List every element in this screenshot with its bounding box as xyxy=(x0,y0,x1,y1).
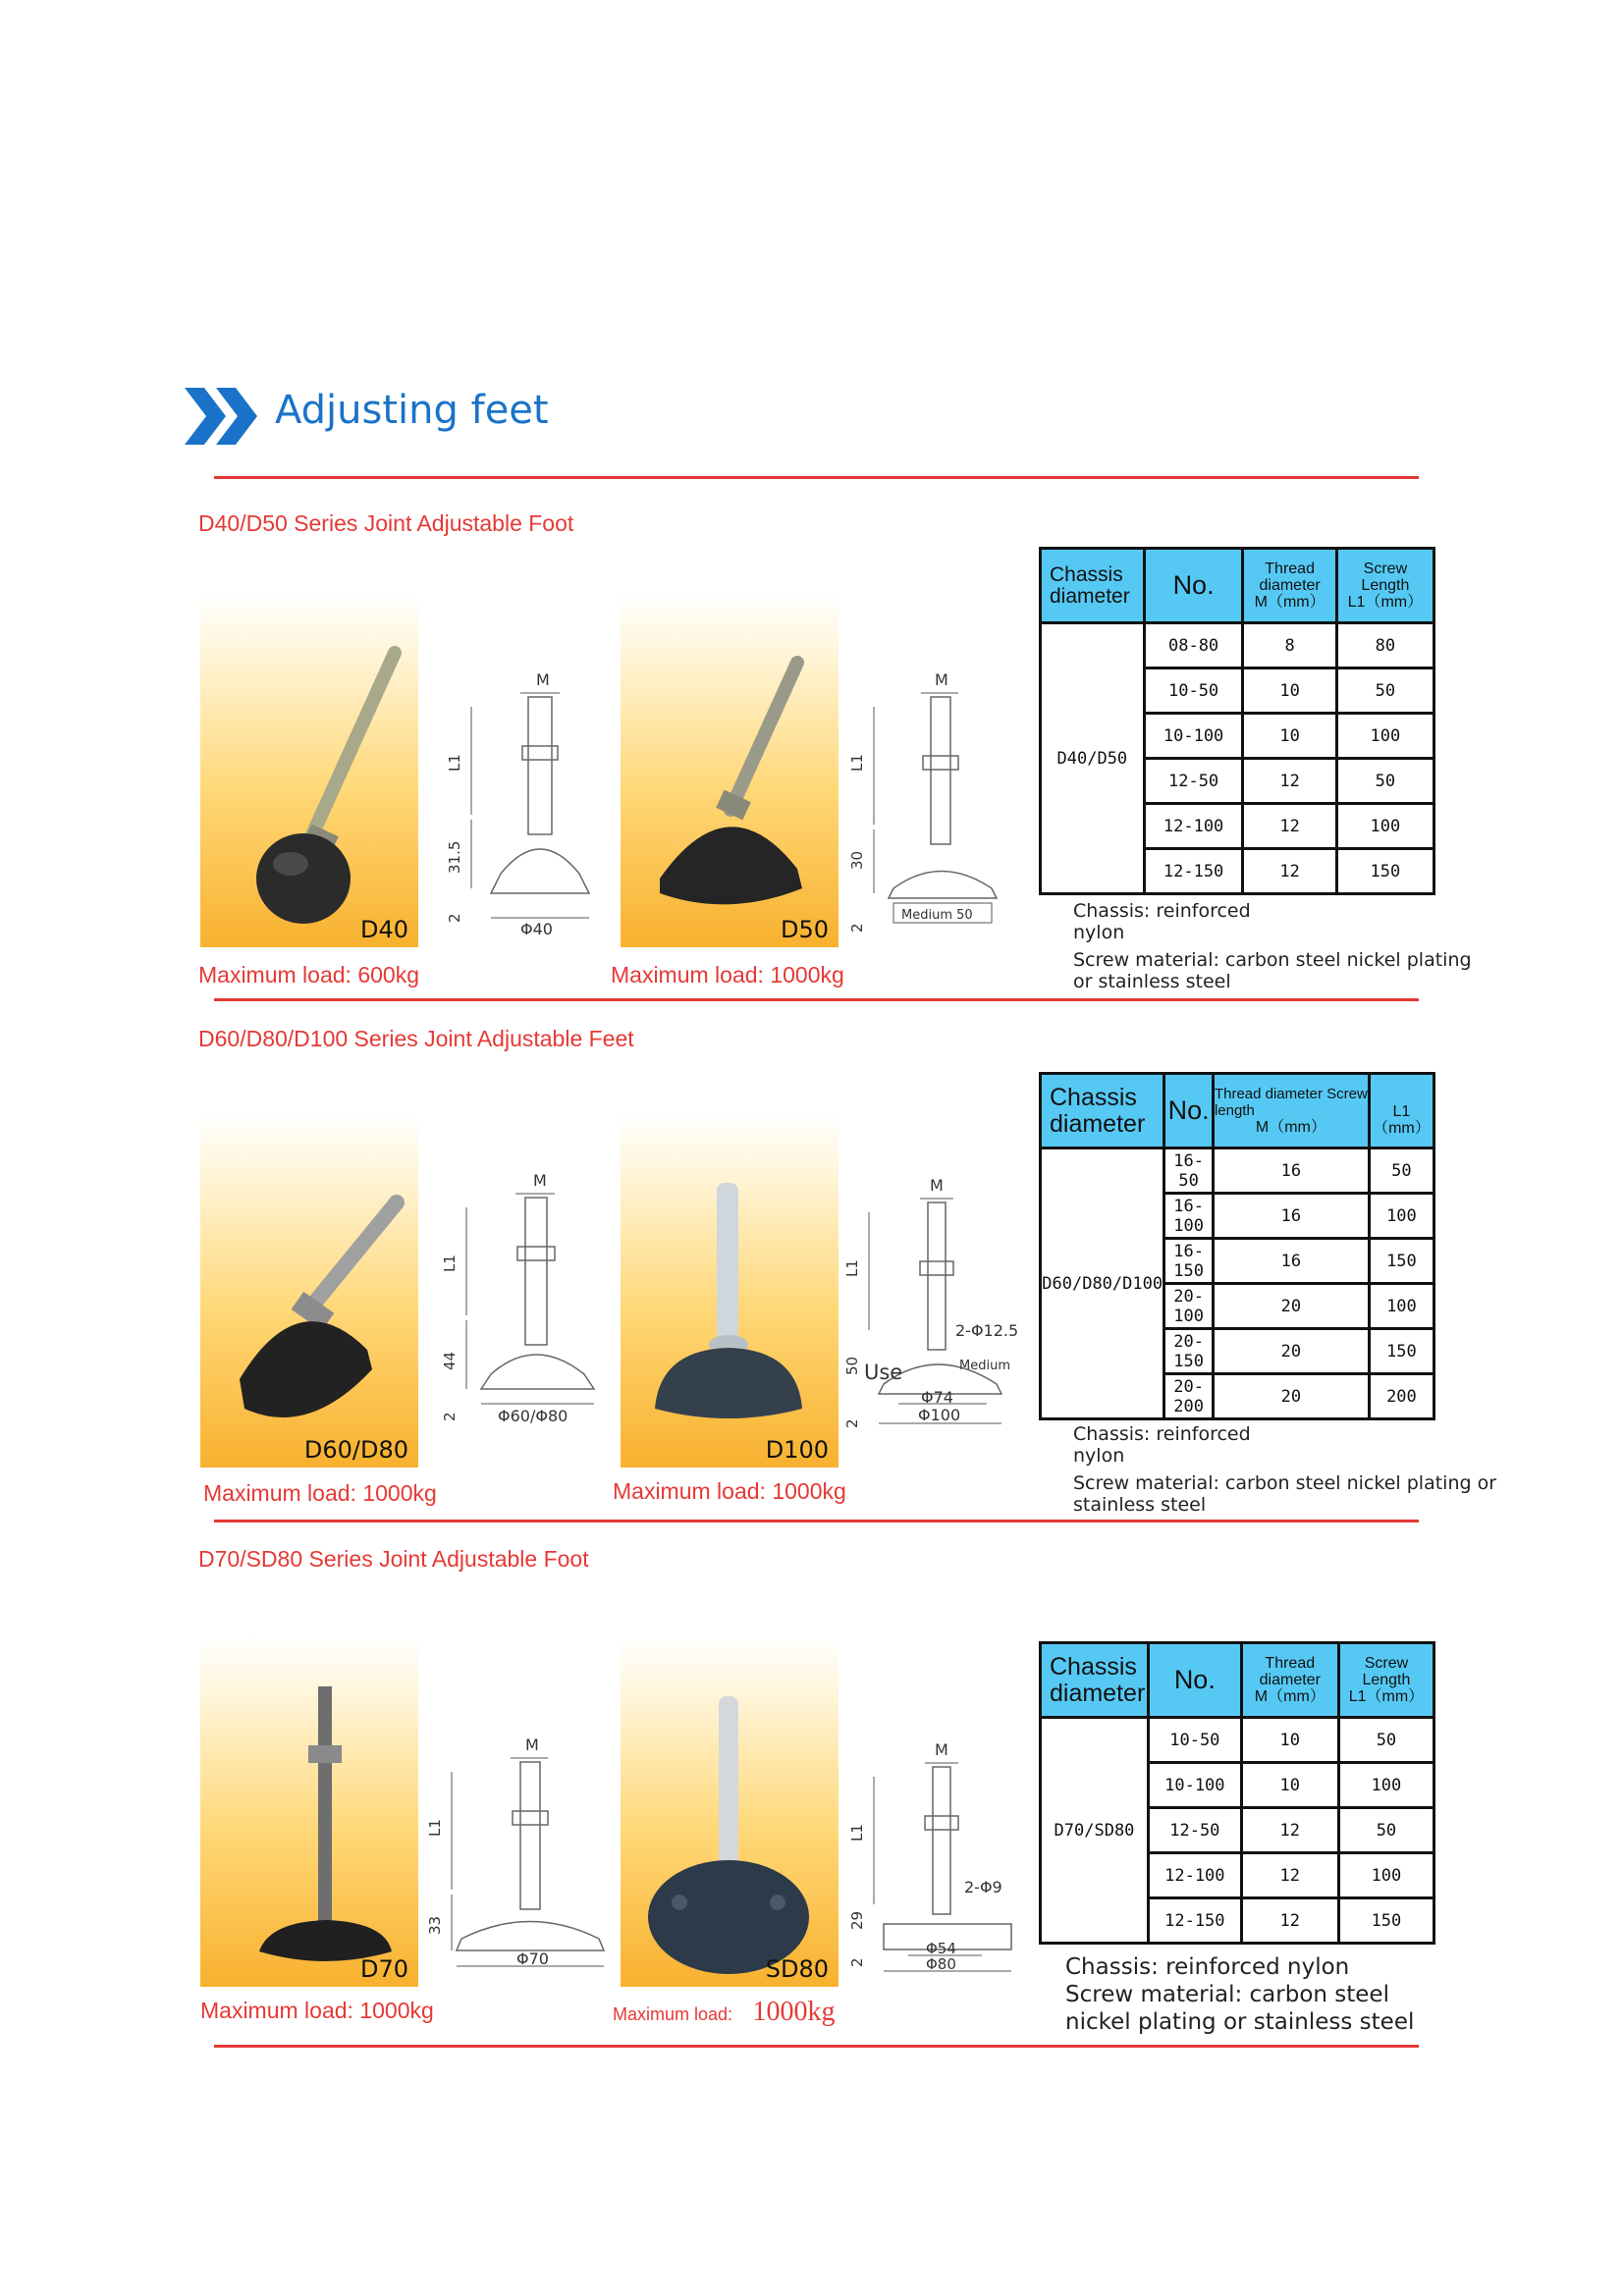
table-cell: 16 xyxy=(1213,1194,1369,1239)
svg-text:Φ74: Φ74 xyxy=(921,1388,953,1407)
table-cell: 12 xyxy=(1243,849,1336,894)
svg-text:Use: Use xyxy=(864,1361,903,1384)
col-header-no: No. xyxy=(1164,1074,1214,1148)
material-note: Chassis: reinforced nylon Screw material: carbon steel nickel plating or stainless steel xyxy=(1073,1423,1497,1516)
svg-text:29: 29 xyxy=(848,1910,866,1930)
material-note: Chassis: reinforced nylon Screw material: carbon steel nickel plating or stainless steel xyxy=(1073,900,1472,992)
adjusting-foot-illustration xyxy=(621,594,839,947)
svg-text:L1: L1 xyxy=(848,754,866,772)
section-title: D60/D80/D100 Series Joint Adjustable Feet xyxy=(198,1026,634,1051)
svg-text:50: 50 xyxy=(843,1356,861,1375)
product-photo-d50 xyxy=(621,594,839,947)
table-cell: 100 xyxy=(1336,804,1434,849)
table-cell: 10-100 xyxy=(1148,1763,1241,1808)
table-cell: 12 xyxy=(1241,1808,1338,1853)
col-header-thread: Thread diameter Screw length M（mm） xyxy=(1213,1074,1369,1148)
table-cell: 10-50 xyxy=(1148,1718,1241,1763)
table-cell: 12 xyxy=(1241,1898,1338,1944)
col-header-screw: L1（mm） xyxy=(1369,1074,1434,1148)
adjusting-foot-illustration xyxy=(200,1114,418,1468)
table-cell: 50 xyxy=(1338,1808,1434,1853)
svg-text:44: 44 xyxy=(441,1351,459,1370)
table-cell: 80 xyxy=(1336,623,1434,668)
table-cell: 16-50 xyxy=(1164,1148,1214,1194)
product-photo-d70 xyxy=(200,1637,418,1987)
divider xyxy=(214,998,1419,1001)
svg-text:Φ60/Φ80: Φ60/Φ80 xyxy=(498,1407,568,1425)
svg-text:31.5: 31.5 xyxy=(446,840,463,874)
table-cell: 10 xyxy=(1243,668,1336,714)
table-cell: 12-50 xyxy=(1144,759,1243,804)
svg-text:L1: L1 xyxy=(446,754,463,772)
table-cell: 12 xyxy=(1243,804,1336,849)
table-cell: 10-100 xyxy=(1144,714,1243,759)
table-cell: 50 xyxy=(1369,1148,1434,1194)
svg-text:L1: L1 xyxy=(848,1824,866,1842)
product-photo-d100 xyxy=(621,1114,839,1468)
model-label: D60/D80 xyxy=(303,1436,408,1464)
model-label: D50 xyxy=(780,916,829,943)
table-cell: 12-50 xyxy=(1148,1808,1241,1853)
technical-drawing-sd80 xyxy=(844,1737,1021,1983)
col-header-thread: Thread diameter M（mm） xyxy=(1241,1643,1338,1718)
max-load-label: Maximum load: 1000kg xyxy=(613,1478,846,1504)
col-header-chassis: Chassis diameter xyxy=(1041,549,1145,623)
chassis-cell: D40/D50 xyxy=(1041,623,1145,894)
col-header-thread: Thread diameter M（mm） xyxy=(1243,549,1336,623)
table-cell: 16 xyxy=(1213,1148,1369,1194)
table-cell: 12-100 xyxy=(1148,1853,1241,1898)
svg-text:M: M xyxy=(525,1735,539,1754)
table-cell: 10 xyxy=(1243,714,1336,759)
table-cell: 50 xyxy=(1336,759,1434,804)
svg-text:M: M xyxy=(930,1176,944,1195)
technical-drawing-d50 xyxy=(844,667,1011,942)
svg-text:Φ54: Φ54 xyxy=(926,1940,956,1957)
product-photo-d60-d80 xyxy=(200,1114,418,1468)
svg-text:Φ100: Φ100 xyxy=(918,1406,961,1424)
svg-text:2-Φ9: 2-Φ9 xyxy=(964,1878,1002,1896)
col-header-no: No. xyxy=(1148,1643,1241,1718)
table-cell: 12-150 xyxy=(1144,849,1243,894)
svg-text:2: 2 xyxy=(446,913,463,923)
table-cell: 50 xyxy=(1338,1718,1434,1763)
svg-text:Medium: Medium xyxy=(959,1359,1010,1373)
svg-text:30: 30 xyxy=(848,850,866,870)
max-load-label: Maximum load: 1000kg xyxy=(611,962,844,988)
col-header-chassis: Chassis diameter xyxy=(1041,1074,1164,1148)
table-cell: 100 xyxy=(1338,1763,1434,1808)
table-cell: 10 xyxy=(1241,1718,1338,1763)
svg-text:L1: L1 xyxy=(843,1259,861,1277)
svg-text:Medium 50: Medium 50 xyxy=(901,908,973,923)
svg-text:M: M xyxy=(533,1171,547,1190)
adjusting-foot-illustration xyxy=(621,1637,839,1987)
table-cell: 16-100 xyxy=(1164,1194,1214,1239)
table-cell: 150 xyxy=(1369,1239,1434,1284)
svg-text:Φ70: Φ70 xyxy=(516,1949,549,1968)
table-cell: 12-150 xyxy=(1148,1898,1241,1944)
table-cell: 20 xyxy=(1213,1374,1369,1419)
col-header-screw: Screw Length L1（mm） xyxy=(1336,549,1434,623)
max-load-label: Maximum load: 1000kg xyxy=(203,1480,437,1506)
divider xyxy=(214,2045,1419,2048)
adjusting-foot-illustration xyxy=(621,1114,839,1468)
svg-text:2: 2 xyxy=(848,1957,866,1967)
technical-drawing-d60-d80 xyxy=(437,1168,614,1433)
table-cell: 8 xyxy=(1243,623,1336,668)
table-cell: 20 xyxy=(1213,1284,1369,1329)
table-cell: 100 xyxy=(1338,1853,1434,1898)
svg-text:Φ80: Φ80 xyxy=(926,1955,956,1973)
spec-table xyxy=(1039,547,1435,895)
chassis-cell: D60/D80/D100 xyxy=(1041,1148,1164,1419)
table-cell: 12-100 xyxy=(1144,804,1243,849)
table-cell: 100 xyxy=(1369,1194,1434,1239)
table-cell: 150 xyxy=(1369,1329,1434,1374)
table-cell: 12 xyxy=(1243,759,1336,804)
product-photo-sd80 xyxy=(621,1637,839,1987)
svg-text:2-Φ12.5: 2-Φ12.5 xyxy=(955,1321,1019,1340)
table-cell: 20 xyxy=(1213,1329,1369,1374)
page-title: Adjusting feet xyxy=(275,388,549,433)
adjusting-foot-illustration xyxy=(200,594,418,947)
model-label: D40 xyxy=(359,916,408,943)
model-label: SD80 xyxy=(765,1955,829,1983)
section-title: D40/D50 Series Joint Adjustable Foot xyxy=(198,510,574,536)
table-cell: 20-100 xyxy=(1164,1284,1214,1329)
model-label: D70 xyxy=(359,1955,408,1983)
product-photo-d40 xyxy=(200,594,418,947)
table-cell: 16 xyxy=(1213,1239,1369,1284)
max-load-label: Maximum load: 600kg xyxy=(198,962,419,988)
table-cell: 150 xyxy=(1336,849,1434,894)
svg-text:M: M xyxy=(935,670,948,689)
model-label: D100 xyxy=(765,1436,829,1464)
technical-drawing-d100 xyxy=(839,1173,1036,1438)
table-cell: 12 xyxy=(1241,1853,1338,1898)
table-cell: 10-50 xyxy=(1144,668,1243,714)
technical-drawing-d70 xyxy=(422,1733,619,1978)
adjusting-foot-illustration xyxy=(200,1637,418,1987)
col-header-screw: Screw Length L1（mm） xyxy=(1338,1643,1434,1718)
svg-text:2: 2 xyxy=(441,1412,459,1421)
max-load-label: Maximum load: 1000kg xyxy=(200,1998,434,2023)
col-header-chassis: Chassis diameter xyxy=(1041,1643,1149,1718)
chevron-double-icon xyxy=(185,388,263,445)
table-cell: 16-150 xyxy=(1164,1239,1214,1284)
table-cell: 20-200 xyxy=(1164,1374,1214,1419)
max-load-label: Maximum load: 1000kg xyxy=(613,1997,836,2027)
chassis-cell: D70/SD80 xyxy=(1041,1718,1149,1944)
svg-text:L1: L1 xyxy=(441,1255,459,1272)
svg-text:2: 2 xyxy=(843,1418,861,1428)
table-cell: 50 xyxy=(1336,668,1434,714)
technical-drawing-d40 xyxy=(442,667,619,942)
table-cell: 150 xyxy=(1338,1898,1434,1944)
spec-table xyxy=(1039,1072,1435,1420)
svg-text:L1: L1 xyxy=(426,1819,444,1837)
svg-text:Φ40: Φ40 xyxy=(520,920,553,938)
section-title: D70/SD80 Series Joint Adjustable Foot xyxy=(198,1546,589,1572)
table-cell: 200 xyxy=(1369,1374,1434,1419)
svg-text:M: M xyxy=(935,1740,948,1759)
table-cell: 100 xyxy=(1336,714,1434,759)
divider xyxy=(214,476,1419,479)
svg-text:M: M xyxy=(536,670,550,689)
material-note: Chassis: reinforced nylon Screw material: carbon steel nickel plating or stainless steel xyxy=(1065,1954,1415,2035)
divider xyxy=(214,1520,1419,1522)
table-cell: 100 xyxy=(1369,1284,1434,1329)
col-header-no: No. xyxy=(1144,549,1243,623)
table-cell: 10 xyxy=(1241,1763,1338,1808)
svg-text:2: 2 xyxy=(848,923,866,933)
table-cell: 08-80 xyxy=(1144,623,1243,668)
spec-table xyxy=(1039,1641,1435,1945)
table-cell: 20-150 xyxy=(1164,1329,1214,1374)
svg-text:33: 33 xyxy=(426,1915,444,1935)
